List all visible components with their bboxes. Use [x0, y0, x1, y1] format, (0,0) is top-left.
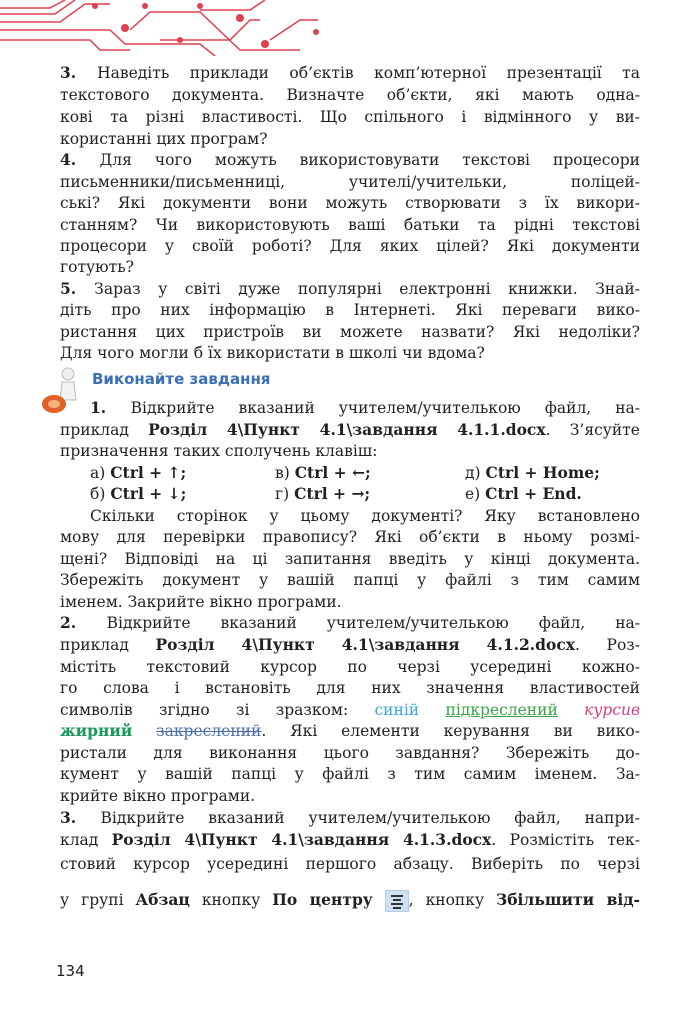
text-line [60, 279, 640, 299]
text-line [60, 441, 640, 461]
shortcut-item [275, 463, 371, 483]
bold-text: Збільшити від- [496, 890, 640, 909]
text-segment [132, 722, 156, 740]
bold-text: Розділ 4\Пункт 4.1\завдання 4.1.2.docx [155, 635, 576, 654]
text-segment: приклад [60, 636, 156, 654]
text-line [60, 890, 640, 910]
text-segment: . З’ясуйте [545, 421, 640, 439]
text-line [60, 830, 640, 850]
text-line [60, 257, 640, 277]
text-segment [558, 701, 584, 719]
figure-with-magnifier-icon [40, 366, 88, 418]
text-segment: призначення таких сполучень клавіш: [60, 442, 378, 460]
shortcut-item [465, 484, 582, 504]
bold-text: Розділ 4\Пункт 4.1\завдання 4.1.3.docx [111, 830, 492, 849]
text-line [60, 721, 640, 741]
text-segment: готують? [60, 258, 134, 276]
shortcut-keys: Ctrl + ←; [294, 463, 371, 482]
text-line [60, 678, 640, 698]
shortcut-item [90, 463, 186, 483]
text-line [60, 527, 640, 547]
shortcut-label: б) [90, 485, 111, 503]
shortcut-label: г) [275, 485, 295, 503]
bold-text: Розділ 4\Пункт 4.1\завдання 4.1.1.docx [148, 420, 546, 439]
text-segment: іменем. Закрийте вікно програми. [60, 593, 342, 611]
shortcut-keys: Ctrl + ↑; [110, 463, 187, 482]
shortcut-label: а) [90, 464, 111, 482]
text-segment: текстового документа. Визначте об’єкти, які мають одна- [60, 86, 640, 104]
text-line [60, 808, 640, 828]
text-segment: письменники/письменниці, учителі/учительки, поліцей- [60, 173, 640, 191]
circuit-decoration [0, 0, 320, 56]
text-segment: кнопку [189, 891, 273, 909]
text-segment: го слова і встановіть для них значення властивостей [60, 679, 640, 697]
text-segment: , кнопку [408, 891, 497, 909]
text-line [60, 613, 640, 633]
text-segment: клад [60, 831, 112, 849]
shortcut-keys: Ctrl + Home; [485, 463, 600, 482]
text-segment: Відкрийте вказаний учителем/учителькою файл, на- [106, 614, 640, 632]
text-segment: мову для перевірки правопису? Які об’єкти в ньому розмі- [60, 528, 640, 546]
text-segment: стовий курсор усередині першого абзацу. Виберіть по черзі [60, 855, 640, 873]
text-line [90, 506, 640, 526]
text-segment: щені? Відповіді на ці запитання введіть у кінці документа. [60, 550, 640, 568]
text-line [60, 635, 640, 655]
bold-text: По центру [272, 890, 373, 909]
shortcut-keys: Ctrl + End. [485, 484, 582, 503]
bold-text: 5. [60, 279, 95, 298]
text-line [60, 743, 640, 763]
text-line [90, 398, 640, 418]
bold-text: 2. [60, 613, 107, 632]
bold-text: 1. [90, 398, 131, 417]
shortcut-item [465, 463, 600, 483]
bold-text: 3. [60, 63, 98, 82]
bold-text: 4. [60, 150, 100, 169]
text-line [60, 129, 640, 149]
text-segment: Зараз у світі дуже популярні електронні книжки. Знай- [94, 280, 641, 298]
page-number: 134 [56, 962, 85, 980]
text-segment: Відкрийте вказаний учителем/учителькою файл, напри- [100, 809, 640, 827]
bold-text: Абзац [135, 890, 190, 909]
text-line [60, 215, 640, 235]
text-line [60, 657, 640, 677]
text-segment [419, 701, 445, 719]
bold-text: 3. [60, 808, 101, 827]
shortcut-item [90, 484, 186, 504]
text-segment: у групі [60, 891, 136, 909]
shortcut-label: е) [465, 485, 486, 503]
text-segment: кові та різні властивості. Що спільного і відмінного у ви- [60, 108, 640, 126]
text-line [60, 549, 640, 569]
text-segment: приклад [60, 421, 149, 439]
text-segment: . Роз- [575, 636, 640, 654]
text-line [60, 570, 640, 590]
text-line [60, 107, 640, 127]
text-segment: синій [374, 701, 420, 719]
text-segment: жирний [60, 721, 133, 740]
shortcut-keys: Ctrl + ↓; [110, 484, 187, 503]
section-heading: Виконайте завдання [92, 370, 271, 388]
text-segment: Наведіть приклади об’єктів комп’ютерної презентації та [97, 64, 640, 82]
text-line [60, 150, 640, 170]
text-segment: користанні цих програм? [60, 130, 268, 148]
text-line [60, 786, 640, 806]
text-segment: крийте вікно програми. [60, 787, 256, 805]
shortcut-item [275, 484, 370, 504]
text-segment: ські? Які документи вони можуть створювати з їх викори- [60, 194, 640, 212]
text-segment: символів згідно зі зразком: [60, 701, 375, 719]
text-segment: Збережіть документ у вашій папці у файлі з тим самим [60, 571, 640, 589]
text-line [60, 343, 640, 363]
text-segment: підкреслений [445, 701, 558, 719]
shortcut-label: в) [275, 464, 295, 482]
text-segment: процесори у своїй роботі? Для яких цілей? Які документи [60, 237, 640, 255]
text-segment: Скільки сторінок у цьому документі? Яку встановлено [90, 507, 640, 525]
text-line [60, 764, 640, 784]
text-segment: містіть текстовий курсор по черзі усередині кожно- [60, 658, 640, 676]
text-line [60, 700, 640, 720]
align-center-icon [385, 890, 409, 912]
text-segment: Для чого могли б їх використати в школі чи вдома? [60, 344, 485, 362]
text-line [60, 300, 640, 320]
text-line [60, 322, 640, 342]
text-line [60, 172, 640, 192]
text-line [60, 854, 640, 874]
text-segment: курсив [584, 701, 640, 719]
text-segment: діть про них інформацію в Інтернеті. Які переваги вико- [60, 301, 640, 319]
text-segment: Для чого можуть використовувати текстові процесори [99, 151, 641, 169]
text-line [60, 420, 640, 440]
shortcut-keys: Ctrl + →; [294, 484, 371, 503]
text-segment: станням? Чи використовують ваші батьки та рідні текстові [60, 216, 640, 234]
text-segment: ристали для виконання цього завдання? Збережіть до- [60, 744, 640, 762]
text-line [60, 592, 640, 612]
shortcut-label: д) [465, 464, 486, 482]
text-segment: кумент у вашій папці у файлі з тим самим іменем. За- [60, 765, 640, 783]
text-line [60, 63, 640, 83]
text-segment: закреслений [156, 722, 262, 740]
text-line [60, 193, 640, 213]
text-line [60, 236, 640, 256]
text-segment: ристання цих пристроїв ви можете назвати? Які недоліки? [60, 323, 640, 341]
text-segment: Відкрийте вказаний учителем/учителькою файл, на- [130, 399, 640, 417]
text-segment: . Розмістіть тек- [491, 831, 640, 849]
text-line [60, 85, 640, 105]
text-segment: . Які елементи керування ви вико- [261, 722, 640, 740]
